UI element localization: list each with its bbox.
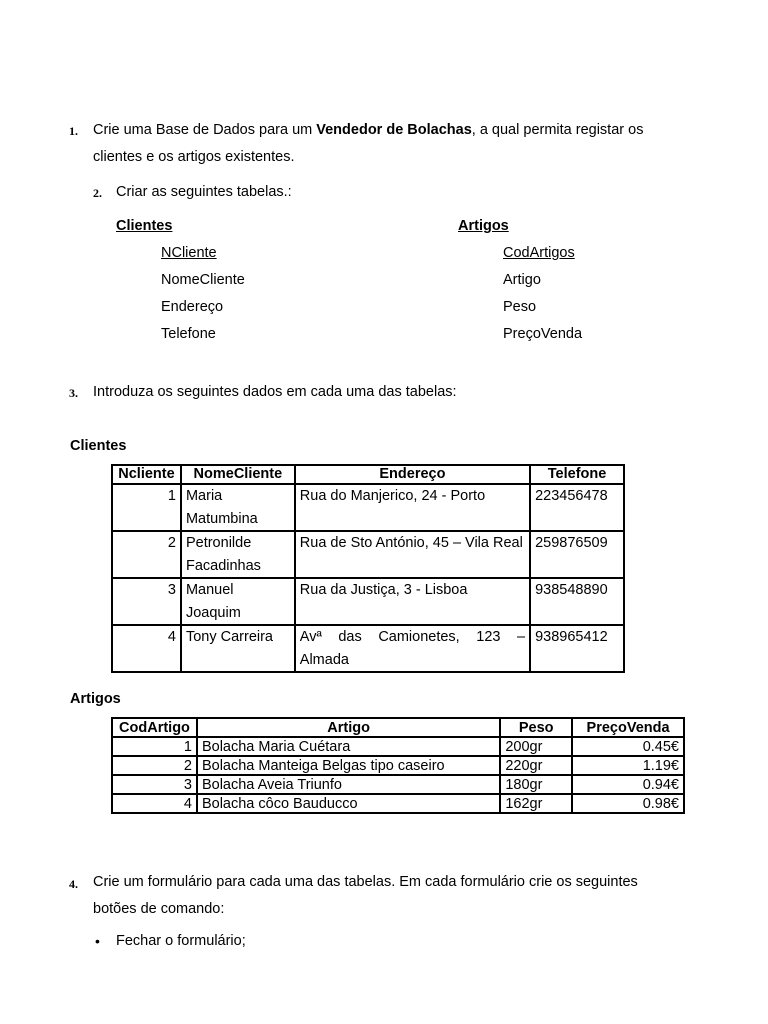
item-4-line-2: botões de comando: [93, 901, 225, 917]
cell-peso: 162gr [500, 794, 572, 813]
item-1-line-1 [93, 117, 708, 144]
item-4-line-1 [93, 869, 708, 896]
item-1-text-post: , a qual permita registar os [471, 122, 644, 138]
cell-nome: Tony Carreira [181, 625, 295, 672]
cell-nome: Maria Matumbina [181, 484, 295, 531]
item-2-text: Criar as seguintes tabelas.: [116, 184, 292, 200]
bullet-item-text: Fechar o formulário; [116, 933, 246, 949]
cell-ncliente: 3 [112, 578, 181, 625]
bullet-icon: • [95, 933, 100, 949]
schema-clientes-field-key: NCliente [161, 245, 217, 261]
cell-telefone: 938548890 [530, 578, 624, 625]
item-4-line-1-text: Crie um formulário para cada uma das tabelas. Em cada formulário crie os seguintes [93, 874, 638, 890]
column-header: Artigo [197, 718, 500, 737]
cell-precovenda: 0.45€ [572, 737, 684, 756]
table-row [112, 794, 684, 813]
artigos-table [111, 717, 685, 814]
item-1-line-2: clientes e os artigos existentes. [93, 149, 295, 165]
item-4-paragraph [93, 869, 708, 923]
column-header: Endereço [295, 465, 530, 484]
artigos-table-title: Artigos [70, 691, 121, 707]
item-3-text: Introduza os seguintes dados em cada uma das tabelas: [93, 384, 457, 400]
schema-clientes-field: NomeCliente [161, 272, 245, 288]
table-row [112, 625, 624, 672]
item-1-paragraph [93, 117, 708, 171]
table-row [112, 775, 684, 794]
cell-telefone: 223456478 [530, 484, 624, 531]
column-header: Peso [500, 718, 572, 737]
item-1-text [93, 117, 643, 144]
cell-codartigo: 1 [112, 737, 197, 756]
cell-peso: 200gr [500, 737, 572, 756]
cell-precovenda: 0.98€ [572, 794, 684, 813]
schema-artigos-field: Peso [503, 299, 537, 315]
cell-artigo: Bolacha Aveia Triunfo [197, 775, 500, 794]
cell-endereco: Avª das Camionetes, 123 – Almada [295, 625, 530, 672]
list-number-2: 2. [93, 186, 102, 200]
table-header-row [112, 718, 684, 737]
cell-peso: 180gr [500, 775, 572, 794]
cell-artigo: Bolacha Maria Cuétara [197, 737, 500, 756]
cell-endereco: Rua do Manjerico, 24 - Porto [295, 484, 530, 531]
cell-artigo: Bolacha côco Bauducco [197, 794, 500, 813]
list-number-3: 3. [69, 386, 78, 400]
table-row [112, 737, 684, 756]
table-row [112, 484, 624, 531]
cell-peso: 220gr [500, 756, 572, 775]
cell-endereco: Rua de Sto António, 45 – Vila Real [295, 531, 530, 578]
column-header: Telefone [530, 465, 624, 484]
cell-telefone: 259876509 [530, 531, 624, 578]
cell-endereco: Rua da Justiça, 3 - Lisboa [295, 578, 530, 625]
cell-codartigo: 4 [112, 794, 197, 813]
column-header: Ncliente [112, 465, 181, 484]
column-header: NomeCliente [181, 465, 295, 484]
item-1-text-pre: Crie uma Base de Dados para um [93, 122, 317, 138]
schema-clientes-field: Endereço [161, 299, 224, 315]
item-1-text-bold: Vendedor de Bolachas [316, 122, 472, 138]
clientes-table-title: Clientes [70, 438, 127, 454]
cell-nome: Manuel Joaquim [181, 578, 295, 625]
cell-artigo: Bolacha Manteiga Belgas tipo caseiro [197, 756, 500, 775]
cell-ncliente: 1 [112, 484, 181, 531]
column-header: CodArtigo [112, 718, 197, 737]
cell-codartigo: 3 [112, 775, 197, 794]
table-row [112, 578, 624, 625]
cell-ncliente: 4 [112, 625, 181, 672]
schema-artigos-title: Artigos [458, 218, 509, 234]
cell-telefone: 938965412 [530, 625, 624, 672]
cell-ncliente: 2 [112, 531, 181, 578]
schema-artigos-field: Artigo [503, 272, 541, 288]
table-row [112, 531, 624, 578]
column-header: PreçoVenda [572, 718, 684, 737]
table-header-row [112, 465, 624, 484]
schema-artigos-field-key: CodArtigos [503, 245, 575, 261]
list-number-1: 1. [69, 124, 78, 138]
list-number-4: 4. [69, 877, 78, 891]
cell-precovenda: 0.94€ [572, 775, 684, 794]
cell-precovenda: 1.19€ [572, 756, 684, 775]
schema-artigos-field: PreçoVenda [503, 326, 583, 342]
clientes-table [111, 464, 625, 673]
schema-clientes-title: Clientes [116, 218, 173, 234]
schema-clientes-field: Telefone [161, 326, 216, 342]
table-row [112, 756, 684, 775]
cell-nome: Petronilde Facadinhas [181, 531, 295, 578]
cell-codartigo: 2 [112, 756, 197, 775]
